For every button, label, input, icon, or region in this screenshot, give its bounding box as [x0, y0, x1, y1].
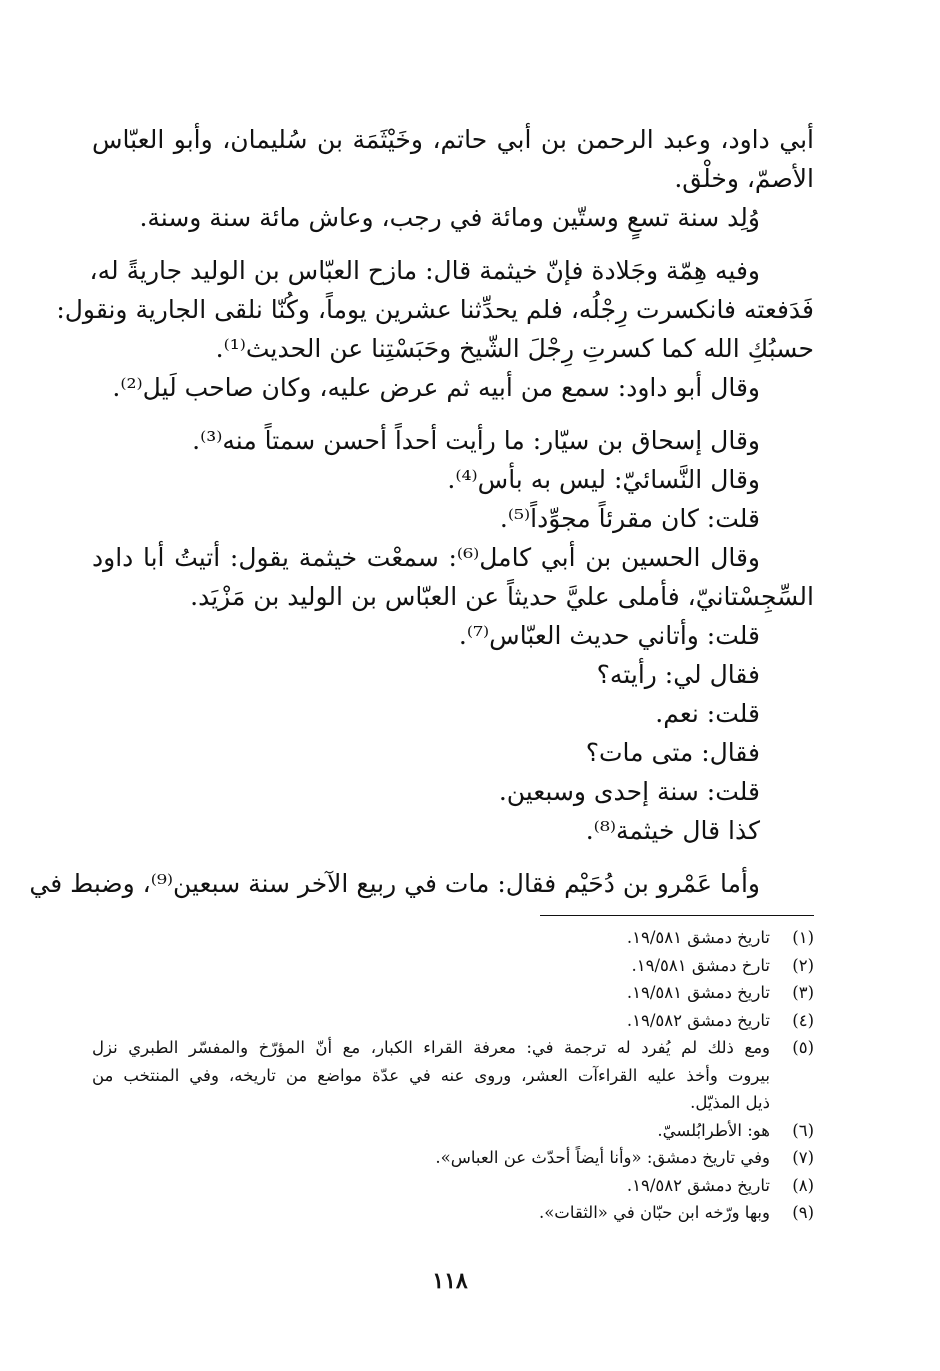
- footnote-text: وفي تاريخ دمشق: «وأنا أيضاً أحدّث عن العباس».: [435, 1148, 770, 1167]
- footnote-number: (١): [792, 928, 814, 947]
- footnote-number: (٩): [792, 1203, 814, 1222]
- text-line: السِّجِسْتانيّ، فأملى عليَّ حديثاً عن العبّاس بن الوليد بن مَزْيَد.: [190, 582, 814, 611]
- footnote-separator: [540, 915, 814, 916]
- text-line: فَدَفعته فانكسرت رِجْلُه، فلم يحدِّثنا عشرين يوماً، وكُنّا نلقى الجارية ونقول:: [56, 295, 814, 324]
- text-line: فقال: متى مات؟: [585, 738, 760, 767]
- text-line: الأصمّ، وخلْق.: [674, 164, 814, 193]
- page-number: ١١٨: [432, 1268, 468, 1294]
- footnote-text: تارخ دمشق ١٩/٥٨١.: [631, 955, 770, 975]
- footnote-text: ومع ذلك لم يُفرد له ترجمة في: معرفة القراء الكبار، مع أنّ المؤرّخ والمفسّر الطبري نزل: [92, 1038, 770, 1057]
- footnote: [92, 1199, 814, 1227]
- footnote-text: تاريخ دمشق ١٩/٥٨١.: [626, 983, 770, 1002]
- footnote: [92, 1144, 814, 1172]
- text-line: وأما عَمْرو بن دُحَيْم فقال: مات في ربيع الآخر سنة سبعين⁽⁹⁾، وضبط في: [29, 869, 760, 898]
- text-line: قلت: وأتاني حديث العبّاس⁽⁷⁾.: [458, 621, 760, 650]
- footnote: [92, 1007, 814, 1035]
- footnote: [92, 1117, 814, 1145]
- main-text: [29, 120, 814, 903]
- text-line: وقال النَّسائيّ: ليس به بأس⁽⁴⁾.: [447, 465, 760, 494]
- footnote-number: (٣): [792, 983, 814, 1002]
- footnote: [92, 1034, 814, 1117]
- footnote-text: تاريخ دمشق ١٩/٥٨٢.: [626, 1175, 770, 1195]
- text-line: وقال إسحاق بن سيّار: ما رأيت أحداً أحسن سمتاً منه⁽³⁾.: [192, 426, 760, 455]
- footnote: [92, 952, 814, 980]
- footnotes: [92, 924, 814, 1227]
- footnote-number: (٢): [792, 955, 814, 975]
- footnote-number: (٦): [792, 1120, 814, 1140]
- footnote-text: تاريخ دمشق ١٩/٥٨٢.: [626, 1010, 770, 1030]
- footnote-text: تاريخ دمشق ١٩/٥٨١.: [626, 928, 770, 947]
- footnote-text: بيروت وأخذ عليه القراءآت العشر، وروى عنه في عدّة مواضع من تاريخه، وفي المنتخب من: [92, 1065, 770, 1085]
- footnote-number: (٧): [792, 1148, 814, 1167]
- footnote: [92, 924, 814, 952]
- footnote-text: هو: الأطرابُلسيّ.: [657, 1120, 770, 1140]
- footnote-text: ذيل المذيّل.: [690, 1093, 770, 1112]
- footnote-number: (٥): [792, 1038, 814, 1057]
- text-line: وُلِد سنة تسعٍ وستّين ومائة في رجب، وعاش مائة سنة وسنة.: [139, 203, 760, 232]
- text-line: وقال الحسين بن أبي كامل⁽⁶⁾: سمعْت خيثمة يقول: أتيتُ أبا داود: [92, 543, 760, 572]
- text-line: فقال لي: رأيته؟: [596, 660, 760, 689]
- footnote: [92, 979, 814, 1007]
- text-line: وقال أبو داود: سمع من أبيه ثم عرض عليه، وكان صاحب لَيل⁽²⁾.: [112, 373, 760, 402]
- text-line: وفيه هِمّة وجَلادة فإنّ خيثمة قال: مازح العبّاس بن الوليد جاريةً له،: [89, 256, 760, 285]
- text-line: قلت: كان مقرئاً مجوِّداً⁽⁵⁾.: [499, 504, 760, 533]
- text-line: قلت: سنة إحدى وسبعين.: [498, 777, 760, 806]
- footnote: [92, 1172, 814, 1200]
- text-line: قلت: نعم.: [655, 699, 760, 728]
- text-line: حسبُكِ الله كما كسرتِ رِجْلَ الشّيخ وحَبَسْتِنا عن الحديث⁽¹⁾.: [215, 334, 814, 363]
- footnote-number: (٨): [792, 1175, 814, 1195]
- text-line: أبي داود، وعبد الرحمن بن أبي حاتم، وخَيْثَمَة بن سُليمان، وأبو العبّاس: [92, 125, 814, 154]
- footnote-number: (٤): [792, 1010, 814, 1030]
- text-line: كذا قال خيثمة⁽⁸⁾.: [585, 816, 760, 845]
- footnote-text: وبها ورّخه ابن حبّان في «الثقات».: [538, 1203, 770, 1222]
